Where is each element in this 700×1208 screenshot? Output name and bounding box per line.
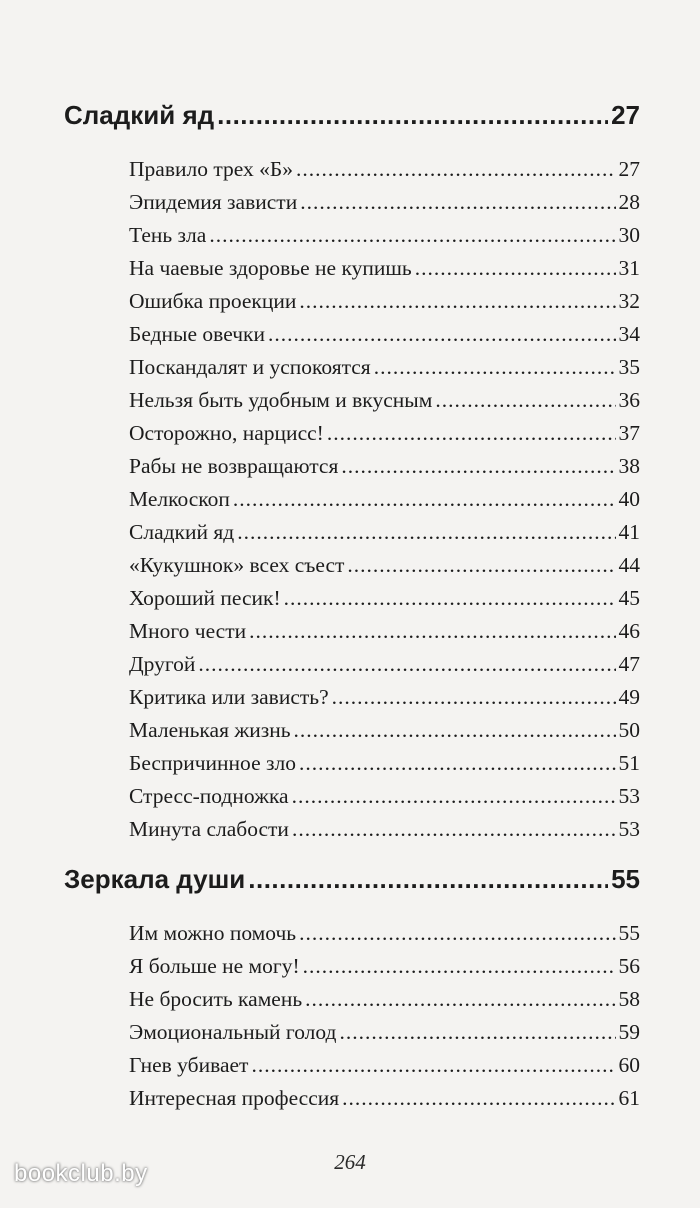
entry-page: 51 [618, 751, 640, 775]
entry-page: 45 [618, 586, 640, 610]
entry-title: Правило трех «Б» [129, 157, 293, 181]
entry-title: Хороший песик! [129, 586, 281, 610]
entry-page: 46 [618, 619, 640, 643]
dot-leader [339, 1020, 615, 1045]
entry-page: 28 [618, 190, 640, 214]
entry-title: Нельзя быть удобным и вкусным [129, 388, 433, 412]
entry-title: Гнев убивает [129, 1053, 249, 1077]
toc-entry [129, 256, 640, 281]
entry-title: Ошибка проекции [129, 289, 297, 313]
dot-leader [303, 954, 616, 979]
entry-title: Другой [129, 652, 196, 676]
toc-entry [129, 619, 640, 644]
dot-leader [299, 289, 615, 314]
entry-title: Интересная профессия [129, 1086, 340, 1110]
dot-leader [299, 751, 616, 776]
toc-entry [129, 1053, 640, 1078]
toc-entry [129, 388, 640, 413]
entry-page: 37 [618, 421, 640, 445]
dot-leader [233, 487, 616, 512]
toc-entry [129, 190, 640, 215]
toc-entry [129, 652, 640, 677]
dot-leader [347, 553, 615, 578]
dot-leader [209, 223, 615, 248]
entry-title: Беспричинное зло [129, 751, 296, 775]
dot-leader [268, 322, 616, 347]
entry-page: 59 [618, 1020, 640, 1044]
entry-title: Поскандалят и успокоятся [129, 355, 371, 379]
dot-leader [299, 921, 615, 946]
toc-entry [129, 421, 640, 446]
entry-title: Сладкий яд [129, 520, 235, 544]
watermark: bookclub.by [14, 1160, 148, 1187]
entry-title: Эмоциональный голод [129, 1020, 337, 1044]
toc-entry [129, 987, 640, 1012]
dot-leader [198, 652, 615, 677]
toc-section-heading [64, 864, 640, 895]
toc-entry [129, 1020, 640, 1045]
toc-entry [129, 718, 640, 743]
entry-title: Стресс-подножка [129, 784, 289, 808]
entry-page: 56 [618, 954, 640, 978]
entry-title: «Кукушнок» всех съест [129, 553, 345, 577]
entry-page: 50 [618, 718, 640, 742]
entry-title: Критика или зависть? [129, 685, 329, 709]
entry-page: 47 [618, 652, 640, 676]
entry-title: Я больше не могу! [129, 954, 300, 978]
entry-page: 61 [618, 1086, 640, 1110]
toc-entry [129, 322, 640, 347]
dot-leader [237, 520, 615, 545]
dot-leader [300, 190, 615, 215]
toc-entry [129, 454, 640, 479]
dot-leader [249, 619, 615, 644]
toc-entry [129, 520, 640, 545]
section-title: Зеркала души [64, 864, 246, 894]
entry-title: Осторожно, нарцисс! [129, 421, 324, 445]
dot-leader [284, 586, 616, 611]
toc-entry [129, 1086, 640, 1111]
entry-title: На чаевые здоровье не купишь [129, 256, 412, 280]
entry-page: 41 [618, 520, 640, 544]
toc-entry [129, 685, 640, 710]
entry-title: Рабы не возвращаются [129, 454, 339, 478]
entry-page: 30 [618, 223, 640, 247]
toc-entry [129, 487, 640, 512]
entry-title: Тень зла [129, 223, 207, 247]
toc-entry [129, 157, 640, 182]
toc-entry [129, 954, 640, 979]
entry-page: 60 [618, 1053, 640, 1077]
entry-title: Не бросить камень [129, 987, 303, 1011]
entry-page: 49 [618, 685, 640, 709]
entry-title: Бедные овечки [129, 322, 265, 346]
dot-leader [374, 355, 616, 380]
entry-page: 53 [618, 784, 640, 808]
section-page: 55 [611, 864, 640, 894]
entry-page: 32 [618, 289, 640, 313]
entry-title: Минута слабости [129, 817, 289, 841]
page-number: 264 [334, 1150, 366, 1174]
toc-section-heading [64, 100, 640, 131]
entry-page: 55 [618, 921, 640, 945]
dot-leader [327, 421, 616, 446]
toc-entry [129, 921, 640, 946]
dot-leader [342, 1086, 615, 1111]
dot-leader [435, 388, 615, 413]
entry-title: Мелкоскоп [129, 487, 230, 511]
entry-title: Много чести [129, 619, 247, 643]
entry-page: 53 [618, 817, 640, 841]
toc-entry [129, 553, 640, 578]
dot-leader [415, 256, 616, 281]
section-title: Сладкий яд [64, 100, 215, 130]
toc-entry [129, 355, 640, 380]
dot-leader [332, 685, 616, 710]
dot-leader [292, 817, 616, 842]
entry-title: Маленькая жизнь [129, 718, 291, 742]
dot-leader [305, 987, 615, 1012]
toc-entry [129, 817, 640, 842]
entry-page: 31 [618, 256, 640, 280]
entry-page: 38 [618, 454, 640, 478]
entry-page: 40 [618, 487, 640, 511]
entry-page: 34 [618, 322, 640, 346]
entry-page: 36 [618, 388, 640, 412]
entry-page: 58 [618, 987, 640, 1011]
toc-entry [129, 751, 640, 776]
dot-leader [248, 864, 608, 895]
entry-page: 27 [618, 157, 640, 181]
dot-leader [217, 100, 608, 131]
entry-page: 35 [618, 355, 640, 379]
dot-leader [341, 454, 615, 479]
dot-leader [294, 718, 616, 743]
dot-leader [251, 1053, 615, 1078]
toc-entry [129, 223, 640, 248]
entry-title: Им можно помочь [129, 921, 297, 945]
dot-leader [296, 157, 616, 182]
toc-entry [129, 784, 640, 809]
dot-leader [292, 784, 616, 809]
toc-entry [129, 586, 640, 611]
toc-entry [129, 289, 640, 314]
entry-page: 44 [618, 553, 640, 577]
section-page: 27 [611, 100, 640, 130]
entry-title: Эпидемия зависти [129, 190, 298, 214]
